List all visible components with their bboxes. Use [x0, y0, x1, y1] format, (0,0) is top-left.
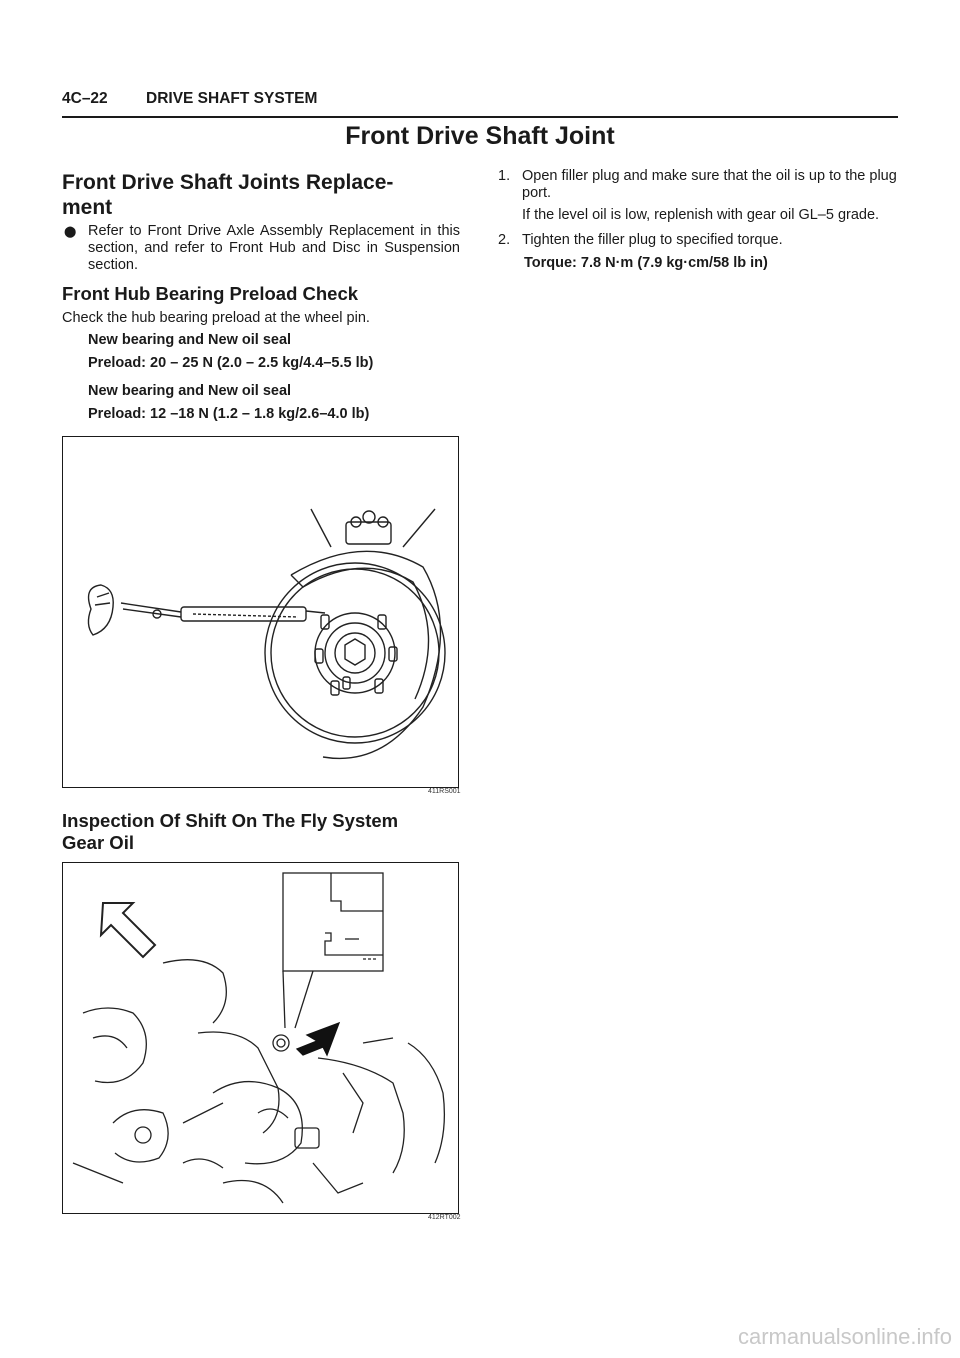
- spec-value-1: Preload: 20 – 25 N (2.0 – 2.5 kg/4.4–5.5 lb): [88, 355, 374, 371]
- bullet-text: Refer to Front Drive Axle Assembly Replacement in this section, and refer to Front Hub and Disc in Suspension section.: [88, 223, 460, 273]
- section-header-title: DRIVE SHAFT SYSTEM: [146, 90, 318, 107]
- step-1-note: [498, 207, 898, 224]
- preload-intro: Check the hub bearing preload at the wheel pin.: [62, 310, 370, 326]
- procedure-steps: [498, 168, 898, 272]
- section-gear-oil: [62, 810, 462, 854]
- hub-preload-illustration: [63, 437, 458, 787]
- section-title-line2: Gear Oil: [62, 832, 134, 853]
- bullet-icon: ⬤: [64, 226, 77, 238]
- figure-filler-plug: [62, 862, 459, 1214]
- section-title-line1: Front Drive Shaft Joints Replace-: [62, 171, 394, 194]
- figure-code: 411RS001: [428, 788, 461, 795]
- step-text: Tighten the filler plug to specified torque.: [522, 232, 783, 248]
- section-title-line1: Inspection Of Shift On The Fly System: [62, 810, 399, 831]
- spec-value-2: Preload: 12 –18 N (1.2 – 1.8 kg/2.6–4.0 lb): [88, 406, 370, 422]
- step-note: If the level oil is low, replenish with gear oil GL–5 grade.: [522, 207, 880, 223]
- step-2: [498, 232, 898, 249]
- step-number: 1.: [498, 168, 511, 184]
- section-joints-replacement: [62, 170, 462, 220]
- figure-hub-preload: [62, 436, 459, 788]
- figure-code: 412RT002: [428, 1214, 461, 1221]
- torque-spec: Torque: 7.8 N·m (7.9 kg·cm/58 lb in): [524, 255, 768, 271]
- page-title: Front Drive Shaft Joint: [345, 122, 615, 150]
- header-rule: [62, 116, 898, 118]
- page-number: 4C–22: [62, 90, 108, 107]
- step-1: [498, 168, 898, 202]
- section-title: Front Hub Bearing Preload Check: [62, 283, 359, 304]
- section-title-line2: ment: [62, 196, 113, 219]
- step-text: Open filler plug and make sure that the oil is up to the plug port.: [522, 168, 897, 201]
- spec-label-1: New bearing and New oil seal: [88, 332, 292, 348]
- bullet-item: [64, 223, 460, 274]
- watermark: carmanualsonline.info: [737, 1324, 952, 1349]
- section-preload-check: [62, 283, 462, 305]
- step-number: 2.: [498, 232, 511, 248]
- filler-plug-illustration: [63, 863, 458, 1213]
- spec-label-2: New bearing and New oil seal: [88, 383, 292, 399]
